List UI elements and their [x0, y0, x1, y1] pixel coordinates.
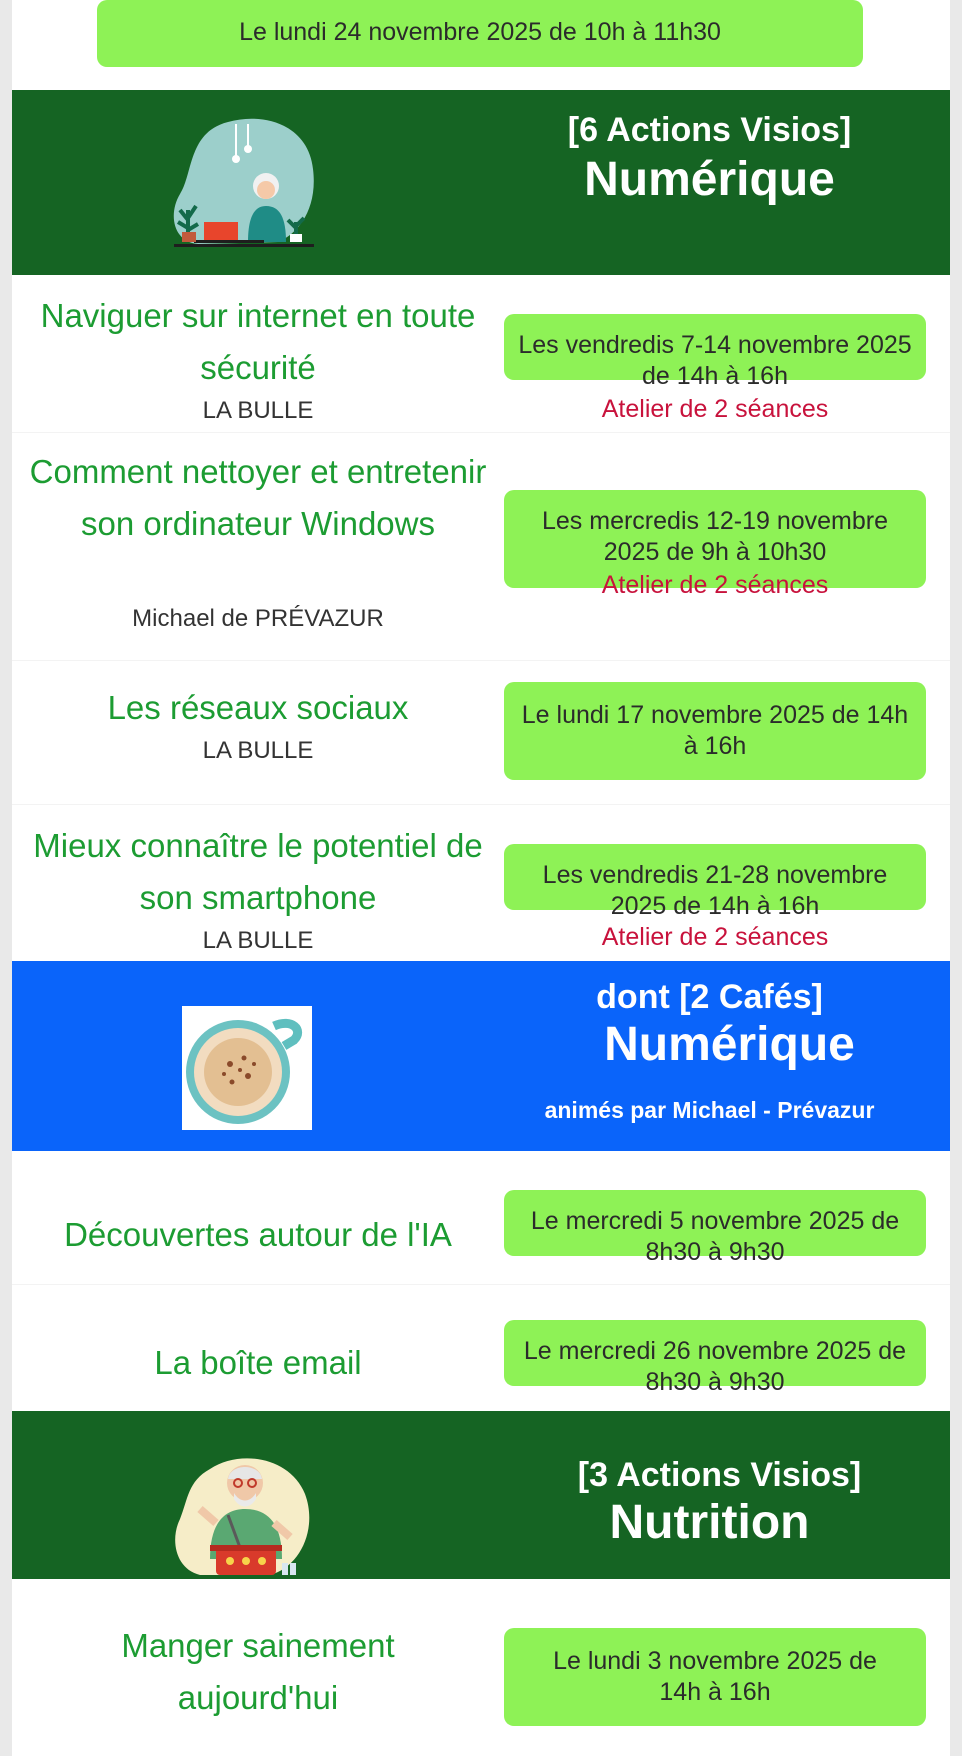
item-organizer: LA BULLE: [202, 737, 314, 764]
item-date-pill: [504, 1190, 926, 1266]
divider: [12, 432, 950, 433]
numerique-title: Numérique: [584, 153, 835, 206]
numerique-label: [6 Actions Visios]: [567, 111, 852, 149]
item-note-wrap: [504, 570, 926, 601]
cafes-header-band: [12, 961, 950, 1151]
nutrition-label: [3 Actions Visios]: [577, 1456, 862, 1494]
item-date: Le mercredi 5 novembre 2025 de 8h30 à 9h30: [530, 1207, 900, 1266]
item-note-wrap: [504, 922, 926, 953]
item-title: Naviguer sur internet en toute sécurité: [40, 297, 476, 386]
item-date-pill: [504, 1320, 926, 1396]
item-date: Les mercredis 12-19 novembre 2025 de 9h à 10h30: [542, 507, 888, 566]
cafes-subtitle: animés par Michael - Prévazur: [544, 1097, 875, 1123]
item-date-pill: [504, 844, 926, 920]
item-title: Les réseaux sociaux: [107, 689, 409, 726]
item-title: Comment nettoyer et entretenir son ordinateur Windows: [29, 453, 487, 542]
item-note-wrap: [504, 394, 926, 425]
item-date: Le lundi 17 novembre 2025 de 14h à 16h: [521, 701, 909, 760]
divider: [12, 660, 950, 661]
item-organizer: Michael de PRÉVAZUR: [132, 605, 384, 632]
item-organizer: LA BULLE: [202, 927, 314, 954]
top-date-pill: [97, 0, 863, 67]
nutrition-header-band: [12, 1411, 950, 1579]
item-date: Le mercredi 26 novembre 2025 de 8h30 à 9h30: [523, 1337, 907, 1396]
cafes-label: dont [2 Cafés]: [596, 978, 823, 1016]
item-title: Manger sainement aujourd'hui: [121, 1627, 395, 1716]
divider: [12, 804, 950, 805]
man-cooking-illustration: [170, 1449, 320, 1579]
numerique-header-band: [12, 90, 950, 275]
woman-at-laptop-illustration: [168, 114, 328, 254]
item-date: Les vendredis 21-28 novembre 2025 de 14h à 16h: [542, 861, 888, 920]
item-title: Mieux connaître le potentiel de son smartphone: [33, 827, 483, 916]
item-title: Découvertes autour de l'IA: [64, 1216, 452, 1253]
item-title: La boîte email: [154, 1344, 362, 1381]
item-note: Atelier de 2 séances: [601, 395, 829, 423]
nutrition-title: Nutrition: [609, 1496, 810, 1549]
item-organizer: LA BULLE: [202, 397, 314, 424]
item-note: Atelier de 2 séances: [601, 923, 829, 951]
item-date-pill: [504, 1628, 926, 1726]
newsletter-page: [12, 0, 950, 1756]
divider: [12, 1284, 950, 1285]
item-note: Atelier de 2 séances: [601, 571, 829, 599]
top-date-text: Le lundi 24 novembre 2025 de 10h à 11h30: [239, 18, 721, 46]
item-date: Les vendredis 7-14 novembre 2025 de 14h à 16h: [518, 331, 912, 390]
coffee-cup-photo: [182, 1006, 312, 1130]
cafes-title: Numérique: [604, 1018, 855, 1071]
item-date-pill: [504, 682, 926, 780]
item-date: Le lundi 3 novembre 2025 de 14h à 16h: [553, 1647, 877, 1706]
item-date-pill: [504, 314, 926, 390]
